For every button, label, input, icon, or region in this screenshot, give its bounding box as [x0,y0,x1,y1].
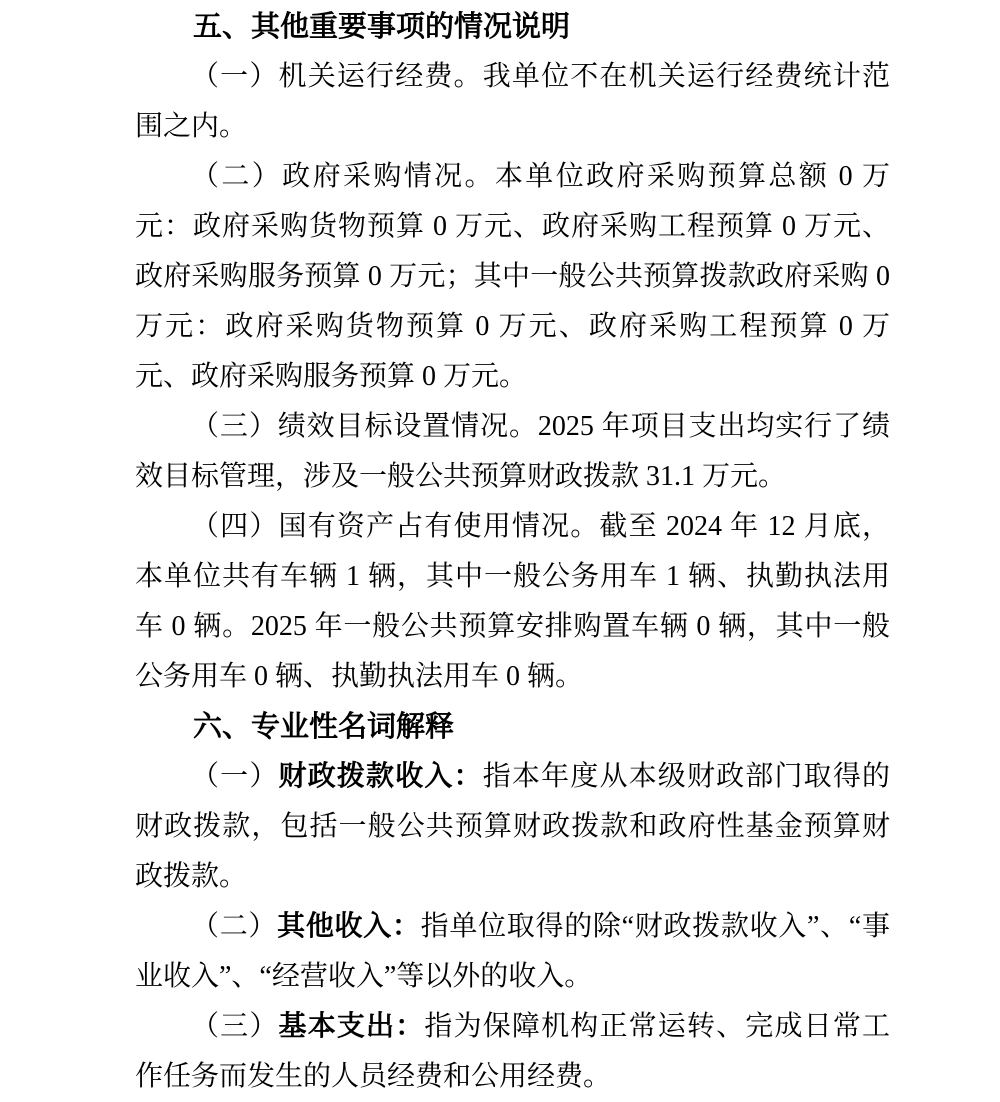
term-name: 财政拨款收入： [278,761,483,792]
term-definition: 指本年度从本级财政部门取得的财政拨款，包括一般公共预算财政拨款和政府性基金预算财政拨款。 [135,761,890,892]
section-heading-terminology: 六、专业性名词解释 [193,711,455,743]
term-number-label: （一） [191,761,279,792]
paragraph-government-procurement: （二）政府采购情况。本单位政府采购预算总额 0 万元：政府采购货物预算 0 万元、政府采购工程预算 0 万元、政府采购服务预算 0 万元；其中一般公共预算拨款政府采购 0 万元：政府采购货物预算 0 万元、政府采购工程预算 0 万元、政府采购服务预算 0 万元。 [135,161,890,392]
paragraph-state-owned-assets: （四）国有资产占有使用情况。截至 2024 年 12 月底，本单位共有车辆 1 辆，其中一般公务用车 1 辆、执勤执法用车 0 辆。2025 年一般公共预算安排购置车辆 0 辆，其中一般公务用车 0 辆、执勤执法用车 0 辆。 [135,511,890,692]
paragraph-term-basic-expenditure [135,1002,890,1102]
term-definition: 指单位取得的除“财政拨款收入”、“事业收入”、“经营收入”等以外的收入。 [135,911,890,992]
paragraph-organ-operating-expenses: （一）机关运行经费。我单位不在机关运行经费统计范围之内。 [135,61,890,142]
term-number-label: （三） [191,1011,279,1042]
term-name: 其他收入： [277,911,421,942]
section-heading-other-important-matters: 五、其他重要事项的情况说明 [193,11,571,43]
term-definition: 指为保障机构正常运转、完成日常工作任务而发生的人员经费和公用经费。 [135,1011,890,1092]
paragraph-term-other-income [135,902,890,1002]
term-number-label: （二） [191,911,278,942]
paragraph-performance-goals: （三）绩效目标设置情况。2025 年项目支出均实行了绩效目标管理，涉及一般公共预算财政拨款 31.1 万元。 [135,411,890,492]
term-name: 基本支出： [278,1011,425,1042]
paragraph-term-fiscal-appropriation-income [135,752,890,902]
